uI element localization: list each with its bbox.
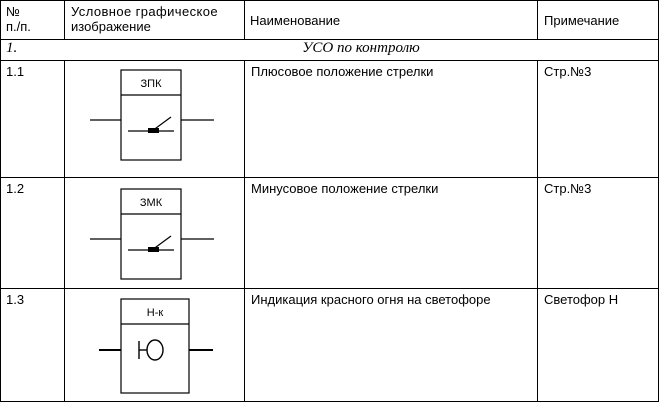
symbol-label: ЗПК bbox=[140, 78, 162, 90]
row-name: Плюсовое положение стрелки bbox=[251, 64, 434, 79]
table-border-top bbox=[0, 0, 658, 1]
header-note: Примечание bbox=[544, 13, 620, 28]
lamp-symbol bbox=[99, 297, 213, 397]
symbol-label: ЗМК bbox=[139, 197, 163, 209]
column-divider bbox=[244, 60, 245, 402]
switch-contact-symbol bbox=[90, 68, 214, 162]
section-number: 1. bbox=[6, 40, 18, 56]
column-divider bbox=[537, 60, 538, 402]
row-name: Индикация красного огня на светофоре bbox=[251, 292, 491, 307]
header-num: № п./п. bbox=[6, 4, 31, 34]
row-number: 1.1 bbox=[6, 64, 25, 79]
row-number: 1.3 bbox=[6, 292, 25, 307]
column-divider bbox=[244, 0, 245, 40]
row-note: Стр.№3 bbox=[544, 64, 592, 79]
section-divider bbox=[0, 60, 658, 61]
row-name: Минусовое положение стрелки bbox=[251, 181, 439, 196]
row-divider bbox=[0, 288, 658, 289]
table-border-left bbox=[0, 0, 1, 402]
row-divider bbox=[0, 177, 658, 178]
section-title: УСО по контролю bbox=[302, 40, 420, 56]
row-note: Стр.№3 bbox=[544, 181, 592, 196]
row-note: Светофор Н bbox=[544, 292, 619, 307]
column-divider bbox=[64, 60, 65, 402]
row-number: 1.2 bbox=[6, 181, 25, 196]
header-name: Наименование bbox=[250, 13, 341, 28]
column-divider bbox=[537, 0, 538, 40]
switch-contact-symbol bbox=[90, 187, 214, 281]
symbol-label: Н-к bbox=[146, 307, 164, 319]
header-image: Условное графическое изображение bbox=[71, 4, 218, 34]
column-divider bbox=[64, 0, 65, 40]
